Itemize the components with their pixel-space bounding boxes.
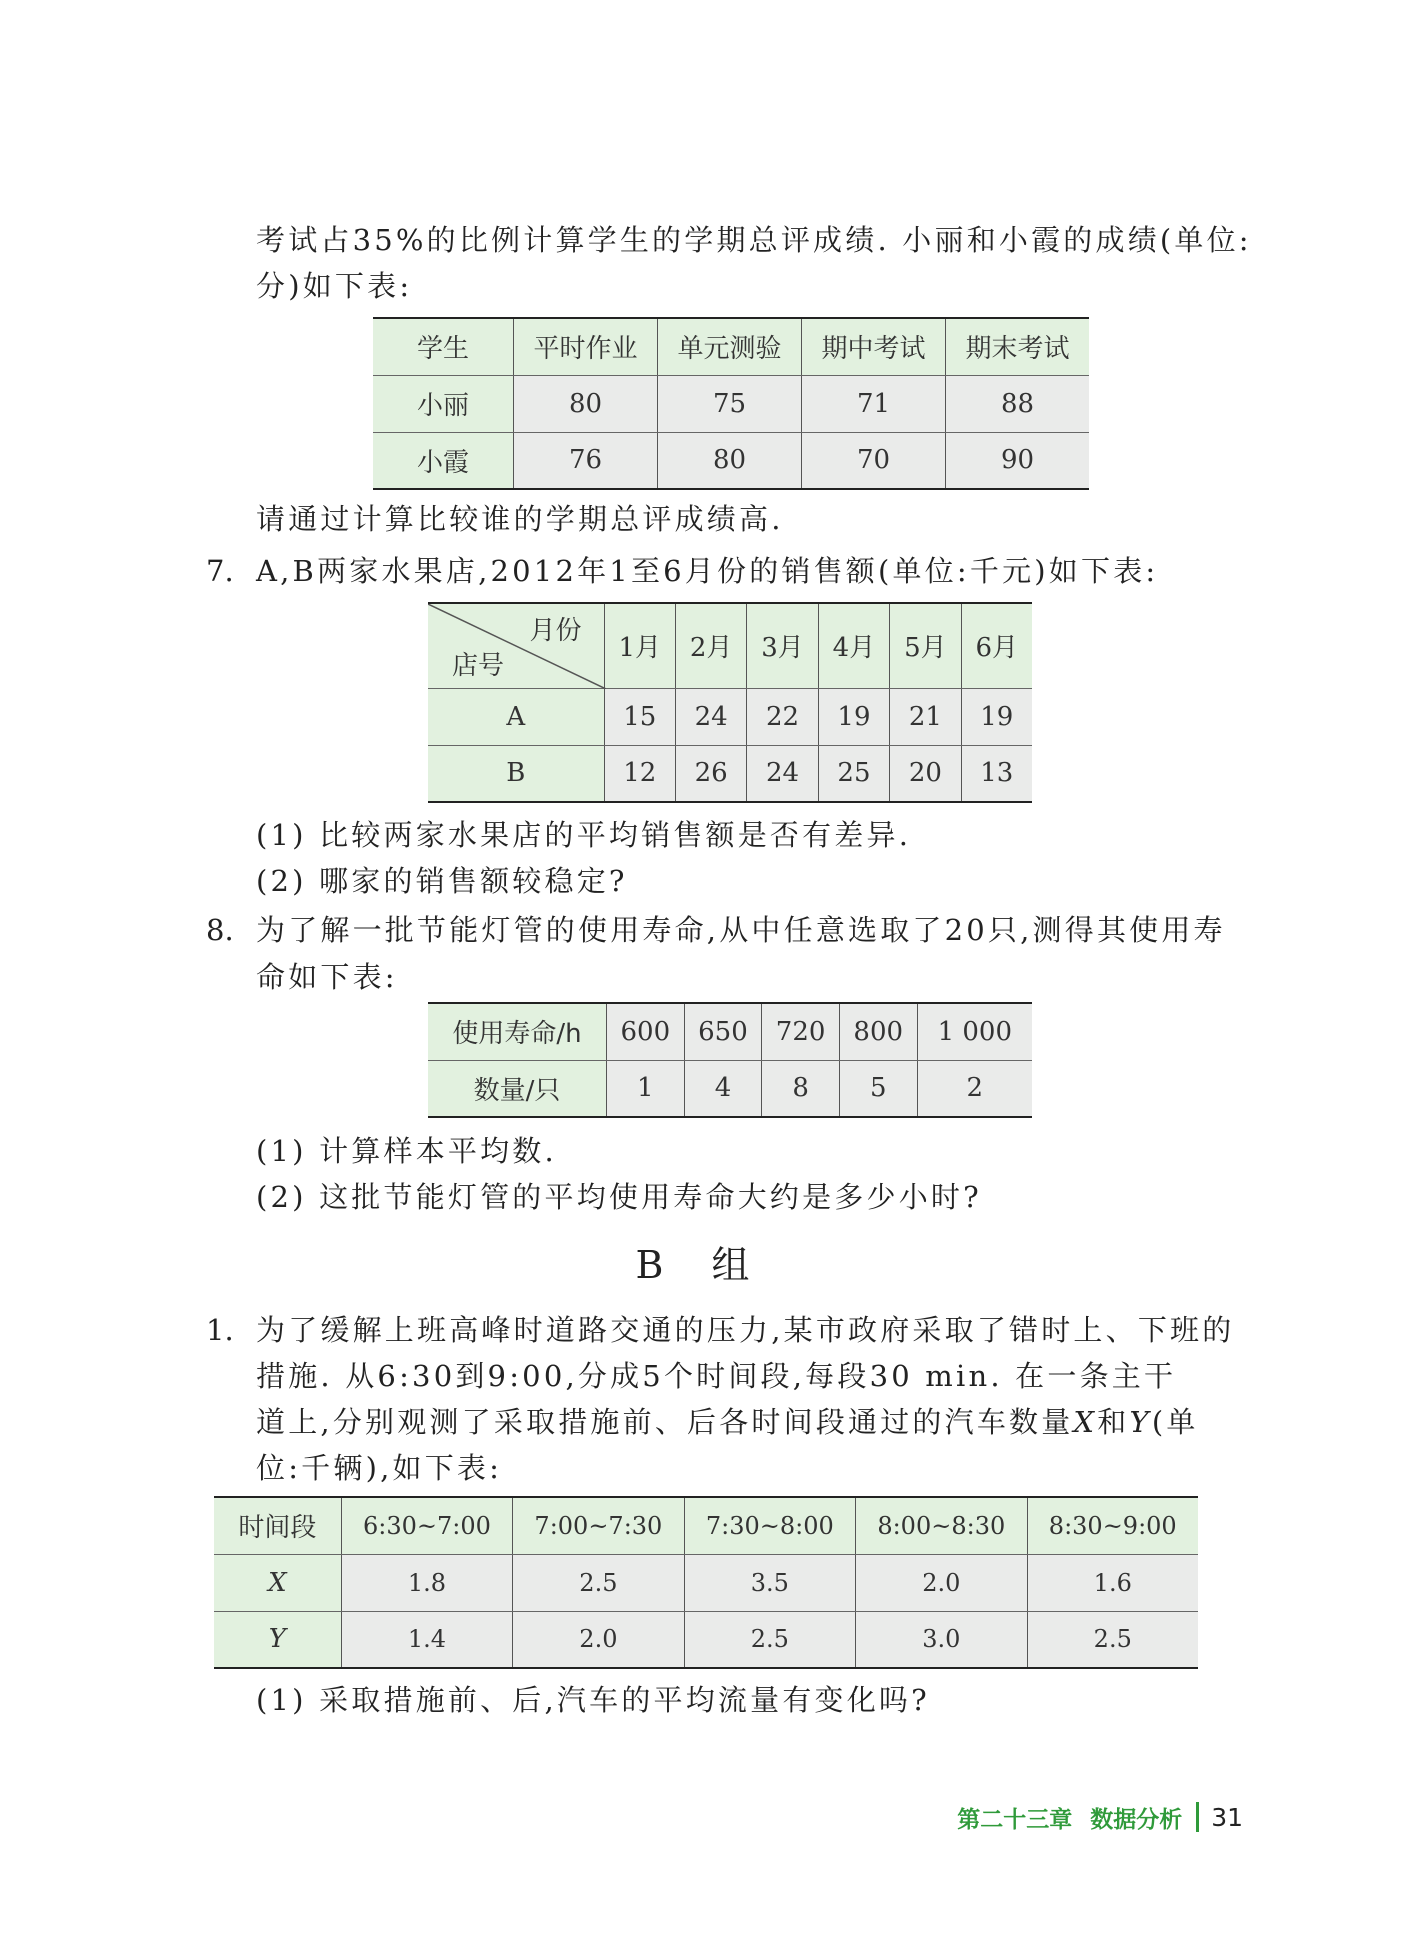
table-cell: 1 000 xyxy=(917,1003,1032,1060)
table-cell: 90 xyxy=(946,432,1090,489)
table-cell: 2.5 xyxy=(513,1554,684,1611)
text-line: 位:千辆),如下表: xyxy=(256,1451,503,1485)
column-axis-label: 月份 xyxy=(529,616,582,646)
row-axis-label: 店号 xyxy=(452,650,505,681)
table-header: 7:30~8:00 xyxy=(684,1497,855,1554)
table-cell: 80 xyxy=(658,432,802,489)
text-line: 命如下表: xyxy=(256,960,398,994)
text-line: A,B两家水果店,2012年1至6月份的销售额(单位:千元)如下表: xyxy=(256,554,1159,588)
table-header: 6:30~7:00 xyxy=(341,1497,512,1554)
table-cell: 5 xyxy=(839,1060,917,1117)
table-cell: 1.8 xyxy=(341,1554,512,1611)
table-cell: 650 xyxy=(684,1003,762,1060)
row-label: A xyxy=(428,688,604,745)
table-cell: 24 xyxy=(675,688,746,745)
table-cell: 1.4 xyxy=(341,1611,512,1668)
table-cell: 19 xyxy=(818,688,889,745)
table-header: 3月 xyxy=(747,603,818,688)
table-header: 期末考试 xyxy=(946,318,1090,375)
table-cell: 75 xyxy=(658,375,802,432)
table-header: 7:00~7:30 xyxy=(513,1497,684,1554)
text-line: 分)如下表: xyxy=(256,269,413,303)
table-cell: 8 xyxy=(762,1060,840,1117)
table-cell: 25 xyxy=(818,745,889,802)
table-header: 期中考试 xyxy=(802,318,946,375)
table-header: 8:00~8:30 xyxy=(856,1497,1027,1554)
table-cell: 20 xyxy=(890,745,961,802)
table-cell: 2.0 xyxy=(856,1554,1027,1611)
table-header: 1月 xyxy=(604,603,675,688)
sub-question: (1) 计算样本平均数. xyxy=(256,1134,557,1168)
scores-table xyxy=(373,317,1089,490)
table-cell: 2.5 xyxy=(684,1611,855,1668)
text-line: 措施. 从6:30到9:00,分成5个时间段,每段30 min. 在一条主干 xyxy=(256,1359,1177,1393)
table-cell: 1.6 xyxy=(1027,1554,1198,1611)
chapter-label: 第二十三章 xyxy=(957,1806,1073,1833)
table-header: 单元测验 xyxy=(658,318,802,375)
row-label: X xyxy=(214,1554,341,1611)
table-cell: 12 xyxy=(604,745,675,802)
text-line: 为了解一批节能灯管的使用寿命,从中任意选取了20只,测得其使用寿 xyxy=(256,913,1226,947)
traffic-table xyxy=(214,1496,1198,1669)
table-cell: 22 xyxy=(747,688,818,745)
lifespan-table xyxy=(428,1002,1032,1118)
table-cell: 2 xyxy=(917,1060,1032,1117)
table-cell: 3.0 xyxy=(856,1611,1027,1668)
table-cell: 76 xyxy=(514,432,658,489)
sub-question: (1) 采取措施前、后,汽车的平均流量有变化吗? xyxy=(256,1683,930,1717)
question-number: 1. xyxy=(206,1313,234,1347)
table-cell: 15 xyxy=(604,688,675,745)
text-line: 考试占35%的比例计算学生的学期总评成绩. 小丽和小霞的成绩(单位: xyxy=(256,223,1252,257)
table-cell: 2.5 xyxy=(1027,1611,1198,1668)
row-label: 小霞 xyxy=(373,432,514,489)
table-cell: 71 xyxy=(802,375,946,432)
row-label: B xyxy=(428,745,604,802)
table-header: 6月 xyxy=(961,603,1032,688)
row-label: Y xyxy=(214,1611,341,1668)
table-header: 4月 xyxy=(818,603,889,688)
table-cell: 80 xyxy=(514,375,658,432)
table-header: 时间段 xyxy=(214,1497,341,1554)
table-cell: 88 xyxy=(946,375,1090,432)
table-header: 8:30~9:00 xyxy=(1027,1497,1198,1554)
sales-table xyxy=(428,602,1032,803)
table-cell: 2.0 xyxy=(513,1611,684,1668)
row-label: 使用寿命/h xyxy=(428,1003,607,1060)
table-header: 学生 xyxy=(373,318,514,375)
sub-question: (1) 比较两家水果店的平均销售额是否有差异. xyxy=(256,818,912,852)
table-cell: 1 xyxy=(607,1060,685,1117)
footer-divider xyxy=(1196,1802,1199,1832)
question-number: 8. xyxy=(206,913,234,947)
table-cell: 26 xyxy=(675,745,746,802)
variable-y: Y xyxy=(1129,1405,1152,1439)
row-label: 小丽 xyxy=(373,375,514,432)
table-cell: 720 xyxy=(762,1003,840,1060)
sub-question: (2) 这批节能灯管的平均使用寿命大约是多少小时? xyxy=(256,1180,982,1214)
table-cell: 19 xyxy=(961,688,1032,745)
page-number: 31 xyxy=(1211,1802,1243,1832)
row-label: 数量/只 xyxy=(428,1060,607,1117)
text-line xyxy=(256,1402,1199,1442)
table-cell: 24 xyxy=(747,745,818,802)
table-cell: 13 xyxy=(961,745,1032,802)
section-label: 数据分析 xyxy=(1090,1806,1183,1833)
table-cell: 800 xyxy=(839,1003,917,1060)
text-fragment: (单 xyxy=(1151,1405,1199,1439)
table-cell: 600 xyxy=(607,1003,685,1060)
table-header: 平时作业 xyxy=(514,318,658,375)
table-header: 2月 xyxy=(675,603,746,688)
table-cell: 21 xyxy=(890,688,961,745)
section-heading: B 组 xyxy=(635,1243,768,1287)
page-footer xyxy=(957,1797,1243,1837)
sub-question: (2) 哪家的销售额较稳定? xyxy=(256,864,628,898)
table-header: 5月 xyxy=(890,603,961,688)
variable-x: X xyxy=(1073,1405,1098,1439)
text-line: 为了缓解上班高峰时道路交通的压力,某市政府采取了错时上、下班的 xyxy=(256,1313,1235,1347)
text-fragment: 和 xyxy=(1097,1405,1130,1439)
table-cell: 3.5 xyxy=(684,1554,855,1611)
question-number: 7. xyxy=(206,554,234,588)
table-cell: 70 xyxy=(802,432,946,489)
table-cell: 4 xyxy=(684,1060,762,1117)
text-fragment: 道上,分别观测了采取措施前、后各时间段通过的汽车数量 xyxy=(256,1405,1074,1439)
diagonal-header-cell xyxy=(428,603,604,688)
text-line: 请通过计算比较谁的学期总评成绩高. xyxy=(256,502,784,536)
